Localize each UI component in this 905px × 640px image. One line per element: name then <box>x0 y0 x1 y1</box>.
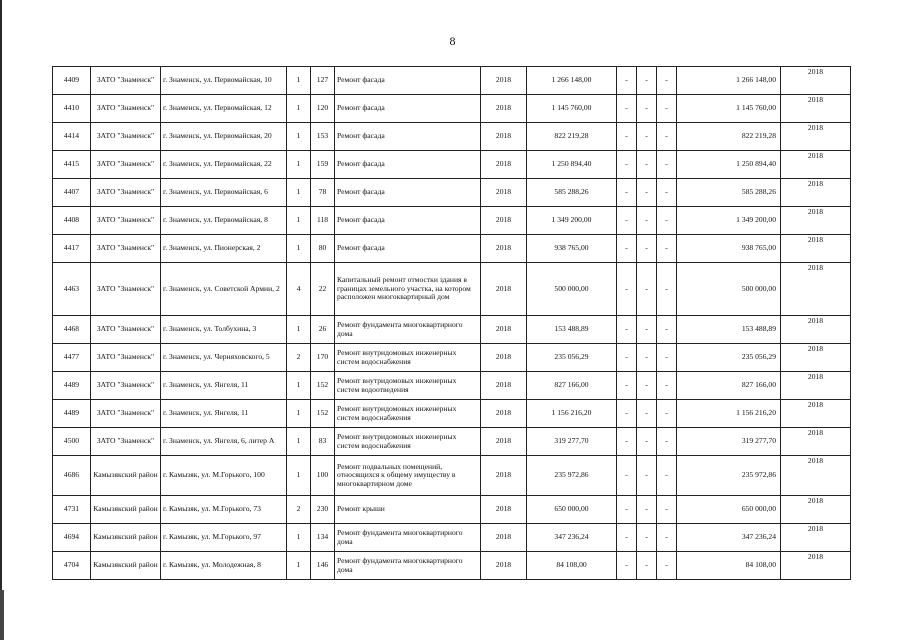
completion-year-cell: 2018 <box>781 179 851 207</box>
completion-year-cell: 2018 <box>781 372 851 400</box>
completion-year-cell: 2018 <box>781 235 851 263</box>
category-cell: 1 <box>287 524 311 552</box>
year-cell: 2018 <box>481 95 527 123</box>
year-cell: 2018 <box>481 400 527 428</box>
municipality-cell: ЗАТО "Знаменск" <box>91 235 161 263</box>
dash-cell-2: - <box>637 316 657 344</box>
dash-cell-3: - <box>657 67 677 95</box>
total-cell: 827 166,00 <box>677 372 781 400</box>
dash-cell-2: - <box>637 67 657 95</box>
completion-year-cell: 2018 <box>781 456 851 496</box>
cost-cell: 1 156 216,20 <box>527 400 617 428</box>
dash-cell-2: - <box>637 496 657 524</box>
work-type-cell: Ремонт фундамента многоквартирного дома <box>335 524 481 552</box>
work-type-cell: Ремонт фасада <box>335 67 481 95</box>
row-id-cell: 4489 <box>53 400 91 428</box>
address-cell: г. Знаменск, ул. Первомайская, 12 <box>161 95 287 123</box>
address-cell: г. Знаменск, ул. Янгеля, 6, литер А <box>161 428 287 456</box>
municipality-cell: ЗАТО "Знаменск" <box>91 400 161 428</box>
completion-year-cell: 2018 <box>781 428 851 456</box>
row-id-cell: 4686 <box>53 456 91 496</box>
cost-cell: 650 000,00 <box>527 496 617 524</box>
dash-cell-3: - <box>657 207 677 235</box>
address-cell: г. Знаменск, ул. Первомайская, 6 <box>161 179 287 207</box>
table-row <box>53 207 851 235</box>
category-cell: 2 <box>287 344 311 372</box>
cost-cell: 585 288,26 <box>527 179 617 207</box>
row-id-cell: 4408 <box>53 207 91 235</box>
dash-cell-2: - <box>637 456 657 496</box>
dash-cell-2: - <box>637 400 657 428</box>
number-cell: 159 <box>311 151 335 179</box>
year-cell: 2018 <box>481 456 527 496</box>
dash-cell-3: - <box>657 344 677 372</box>
work-type-cell: Ремонт подвальных помещений, относящихся к общему имуществу в многоквартирном доме <box>335 456 481 496</box>
cost-cell: 1 250 894,40 <box>527 151 617 179</box>
dash-cell-1: - <box>617 235 637 263</box>
dash-cell-1: - <box>617 428 637 456</box>
work-type-cell: Ремонт фасада <box>335 123 481 151</box>
municipality-cell: Камызякский район <box>91 524 161 552</box>
number-cell: 120 <box>311 95 335 123</box>
address-cell: г. Знаменск, ул. Первомайская, 8 <box>161 207 287 235</box>
number-cell: 146 <box>311 552 335 580</box>
dash-cell-1: - <box>617 552 637 580</box>
work-type-cell: Капитальный ремонт отмостки здания в границах земельного участка, на котором расположен многоквартирный дом <box>335 263 481 316</box>
total-cell: 1 250 894,40 <box>677 151 781 179</box>
total-cell: 235 056,29 <box>677 344 781 372</box>
dash-cell-3: - <box>657 496 677 524</box>
municipality-cell: Камызякский район <box>91 456 161 496</box>
category-cell: 1 <box>287 316 311 344</box>
row-id-cell: 4414 <box>53 123 91 151</box>
table-row <box>53 372 851 400</box>
repair-register-table <box>52 66 851 580</box>
work-type-cell: Ремонт внутридомовых инженерных систем водоснабжения <box>335 428 481 456</box>
dash-cell-1: - <box>617 123 637 151</box>
dash-cell-2: - <box>637 372 657 400</box>
number-cell: 78 <box>311 179 335 207</box>
address-cell: г. Знаменск, ул. Советской Армии, 2 <box>161 263 287 316</box>
dash-cell-2: - <box>637 524 657 552</box>
dash-cell-3: - <box>657 524 677 552</box>
row-id-cell: 4417 <box>53 235 91 263</box>
year-cell: 2018 <box>481 207 527 235</box>
completion-year-cell: 2018 <box>781 316 851 344</box>
work-type-cell: Ремонт фундамента многоквартирного дома <box>335 552 481 580</box>
year-cell: 2018 <box>481 316 527 344</box>
municipality-cell: Камызякский район <box>91 496 161 524</box>
dash-cell-1: - <box>617 95 637 123</box>
dash-cell-3: - <box>657 179 677 207</box>
number-cell: 22 <box>311 263 335 316</box>
dash-cell-3: - <box>657 263 677 316</box>
address-cell: г. Знаменск, ул. Янгеля, 11 <box>161 372 287 400</box>
total-cell: 822 219,28 <box>677 123 781 151</box>
municipality-cell: ЗАТО "Знаменск" <box>91 67 161 95</box>
table-row <box>53 235 851 263</box>
total-cell: 1 156 216,20 <box>677 400 781 428</box>
table-row <box>53 316 851 344</box>
dash-cell-2: - <box>637 552 657 580</box>
year-cell: 2018 <box>481 552 527 580</box>
dash-cell-1: - <box>617 344 637 372</box>
total-cell: 235 972,86 <box>677 456 781 496</box>
year-cell: 2018 <box>481 524 527 552</box>
year-cell: 2018 <box>481 235 527 263</box>
category-cell: 4 <box>287 263 311 316</box>
table-row <box>53 552 851 580</box>
total-cell: 1 266 148,00 <box>677 67 781 95</box>
dash-cell-1: - <box>617 263 637 316</box>
work-type-cell: Ремонт фасада <box>335 151 481 179</box>
address-cell: г. Камызяк, ул. Молодежная, 8 <box>161 552 287 580</box>
municipality-cell: ЗАТО "Знаменск" <box>91 207 161 235</box>
category-cell: 1 <box>287 207 311 235</box>
dash-cell-1: - <box>617 524 637 552</box>
row-id-cell: 4409 <box>53 67 91 95</box>
completion-year-cell: 2018 <box>781 67 851 95</box>
table-row <box>53 344 851 372</box>
address-cell: г. Знаменск, ул. Первомайская, 22 <box>161 151 287 179</box>
year-cell: 2018 <box>481 179 527 207</box>
dash-cell-3: - <box>657 552 677 580</box>
row-id-cell: 4500 <box>53 428 91 456</box>
category-cell: 1 <box>287 123 311 151</box>
work-type-cell: Ремонт фасада <box>335 207 481 235</box>
cost-cell: 84 108,00 <box>527 552 617 580</box>
cost-cell: 1 145 760,00 <box>527 95 617 123</box>
row-id-cell: 4468 <box>53 316 91 344</box>
cost-cell: 822 219,28 <box>527 123 617 151</box>
table-row <box>53 263 851 316</box>
cost-cell: 235 056,29 <box>527 344 617 372</box>
dash-cell-3: - <box>657 123 677 151</box>
dash-cell-1: - <box>617 496 637 524</box>
address-cell: г. Знаменск, ул. Пионерская, 2 <box>161 235 287 263</box>
category-cell: 1 <box>287 456 311 496</box>
number-cell: 153 <box>311 123 335 151</box>
number-cell: 83 <box>311 428 335 456</box>
completion-year-cell: 2018 <box>781 123 851 151</box>
year-cell: 2018 <box>481 344 527 372</box>
completion-year-cell: 2018 <box>781 207 851 235</box>
table-row <box>53 496 851 524</box>
table-row <box>53 400 851 428</box>
year-cell: 2018 <box>481 372 527 400</box>
dash-cell-1: - <box>617 400 637 428</box>
municipality-cell: Камызякский район <box>91 552 161 580</box>
table-row <box>53 428 851 456</box>
dash-cell-3: - <box>657 400 677 428</box>
work-type-cell: Ремонт фундамента многоквартирного дома <box>335 316 481 344</box>
table-row <box>53 524 851 552</box>
table-row <box>53 95 851 123</box>
cost-cell: 235 972,86 <box>527 456 617 496</box>
year-cell: 2018 <box>481 123 527 151</box>
scan-edge-mark <box>0 590 4 640</box>
dash-cell-3: - <box>657 151 677 179</box>
category-cell: 1 <box>287 552 311 580</box>
scan-edge-shadow <box>0 0 2 640</box>
cost-cell: 1 349 200,00 <box>527 207 617 235</box>
category-cell: 2 <box>287 496 311 524</box>
dash-cell-2: - <box>637 428 657 456</box>
completion-year-cell: 2018 <box>781 344 851 372</box>
row-id-cell: 4704 <box>53 552 91 580</box>
dash-cell-2: - <box>637 263 657 316</box>
completion-year-cell: 2018 <box>781 151 851 179</box>
category-cell: 1 <box>287 400 311 428</box>
completion-year-cell: 2018 <box>781 400 851 428</box>
municipality-cell: ЗАТО "Знаменск" <box>91 372 161 400</box>
year-cell: 2018 <box>481 428 527 456</box>
municipality-cell: ЗАТО "Знаменск" <box>91 344 161 372</box>
total-cell: 347 236,24 <box>677 524 781 552</box>
dash-cell-1: - <box>617 207 637 235</box>
table-row <box>53 179 851 207</box>
work-type-cell: Ремонт фасада <box>335 235 481 263</box>
number-cell: 170 <box>311 344 335 372</box>
address-cell: г. Знаменск, ул. Первомайская, 20 <box>161 123 287 151</box>
dash-cell-2: - <box>637 344 657 372</box>
dash-cell-1: - <box>617 316 637 344</box>
number-cell: 152 <box>311 400 335 428</box>
total-cell: 1 145 760,00 <box>677 95 781 123</box>
municipality-cell: ЗАТО "Знаменск" <box>91 95 161 123</box>
address-cell: г. Камызяк, ул. М.Горького, 73 <box>161 496 287 524</box>
dash-cell-2: - <box>637 179 657 207</box>
dash-cell-1: - <box>617 372 637 400</box>
dash-cell-3: - <box>657 456 677 496</box>
cost-cell: 153 488,89 <box>527 316 617 344</box>
category-cell: 1 <box>287 151 311 179</box>
row-id-cell: 4694 <box>53 524 91 552</box>
dash-cell-1: - <box>617 179 637 207</box>
completion-year-cell: 2018 <box>781 524 851 552</box>
number-cell: 118 <box>311 207 335 235</box>
table-row <box>53 456 851 496</box>
dash-cell-1: - <box>617 151 637 179</box>
row-id-cell: 4415 <box>53 151 91 179</box>
year-cell: 2018 <box>481 151 527 179</box>
work-type-cell: Ремонт фасада <box>335 179 481 207</box>
municipality-cell: ЗАТО "Знаменск" <box>91 428 161 456</box>
dash-cell-2: - <box>637 151 657 179</box>
dash-cell-3: - <box>657 428 677 456</box>
row-id-cell: 4731 <box>53 496 91 524</box>
dash-cell-3: - <box>657 372 677 400</box>
address-cell: г. Знаменск, ул. Первомайская, 10 <box>161 67 287 95</box>
year-cell: 2018 <box>481 263 527 316</box>
work-type-cell: Ремонт крыши <box>335 496 481 524</box>
category-cell: 1 <box>287 67 311 95</box>
municipality-cell: ЗАТО "Знаменск" <box>91 179 161 207</box>
row-id-cell: 4463 <box>53 263 91 316</box>
work-type-cell: Ремонт внутридомовых инженерных систем водоотведения <box>335 372 481 400</box>
cost-cell: 938 765,00 <box>527 235 617 263</box>
completion-year-cell: 2018 <box>781 496 851 524</box>
completion-year-cell: 2018 <box>781 263 851 316</box>
address-cell: г. Знаменск, ул. Черняховского, 5 <box>161 344 287 372</box>
number-cell: 152 <box>311 372 335 400</box>
category-cell: 1 <box>287 372 311 400</box>
row-id-cell: 4410 <box>53 95 91 123</box>
work-type-cell: Ремонт фасада <box>335 95 481 123</box>
number-cell: 100 <box>311 456 335 496</box>
row-id-cell: 4489 <box>53 372 91 400</box>
cost-cell: 827 166,00 <box>527 372 617 400</box>
dash-cell-3: - <box>657 95 677 123</box>
table-row <box>53 67 851 95</box>
total-cell: 1 349 200,00 <box>677 207 781 235</box>
year-cell: 2018 <box>481 496 527 524</box>
total-cell: 650 000,00 <box>677 496 781 524</box>
address-cell: г. Камызяк, ул. М.Горького, 100 <box>161 456 287 496</box>
number-cell: 127 <box>311 67 335 95</box>
dash-cell-1: - <box>617 67 637 95</box>
dash-cell-1: - <box>617 456 637 496</box>
table-body <box>53 67 851 580</box>
dash-cell-3: - <box>657 235 677 263</box>
address-cell: г. Знаменск, ул. Толбухина, 3 <box>161 316 287 344</box>
row-id-cell: 4477 <box>53 344 91 372</box>
work-type-cell: Ремонт внутридомовых инженерных систем водоснабжения <box>335 400 481 428</box>
category-cell: 1 <box>287 95 311 123</box>
work-type-cell: Ремонт внутридомовых инженерных систем водоснабжения <box>335 344 481 372</box>
number-cell: 134 <box>311 524 335 552</box>
completion-year-cell: 2018 <box>781 95 851 123</box>
total-cell: 938 765,00 <box>677 235 781 263</box>
total-cell: 585 288,26 <box>677 179 781 207</box>
category-cell: 1 <box>287 428 311 456</box>
municipality-cell: ЗАТО "Знаменск" <box>91 316 161 344</box>
category-cell: 1 <box>287 179 311 207</box>
table-row <box>53 123 851 151</box>
number-cell: 230 <box>311 496 335 524</box>
number-cell: 26 <box>311 316 335 344</box>
cost-cell: 347 236,24 <box>527 524 617 552</box>
number-cell: 80 <box>311 235 335 263</box>
dash-cell-2: - <box>637 123 657 151</box>
address-cell: г. Знаменск, ул. Янгеля, 11 <box>161 400 287 428</box>
cost-cell: 1 266 148,00 <box>527 67 617 95</box>
table-row <box>53 151 851 179</box>
municipality-cell: ЗАТО "Знаменск" <box>91 123 161 151</box>
total-cell: 500 000,00 <box>677 263 781 316</box>
completion-year-cell: 2018 <box>781 552 851 580</box>
municipality-cell: ЗАТО "Знаменск" <box>91 151 161 179</box>
year-cell: 2018 <box>481 67 527 95</box>
category-cell: 1 <box>287 235 311 263</box>
dash-cell-2: - <box>637 207 657 235</box>
address-cell: г. Камызяк, ул. М.Горького, 97 <box>161 524 287 552</box>
row-id-cell: 4407 <box>53 179 91 207</box>
total-cell: 84 108,00 <box>677 552 781 580</box>
total-cell: 319 277,70 <box>677 428 781 456</box>
dash-cell-2: - <box>637 95 657 123</box>
municipality-cell: ЗАТО "Знаменск" <box>91 263 161 316</box>
page-number: 8 <box>449 34 456 48</box>
total-cell: 153 488,89 <box>677 316 781 344</box>
dash-cell-3: - <box>657 316 677 344</box>
cost-cell: 319 277,70 <box>527 428 617 456</box>
cost-cell: 500 000,00 <box>527 263 617 316</box>
dash-cell-2: - <box>637 235 657 263</box>
